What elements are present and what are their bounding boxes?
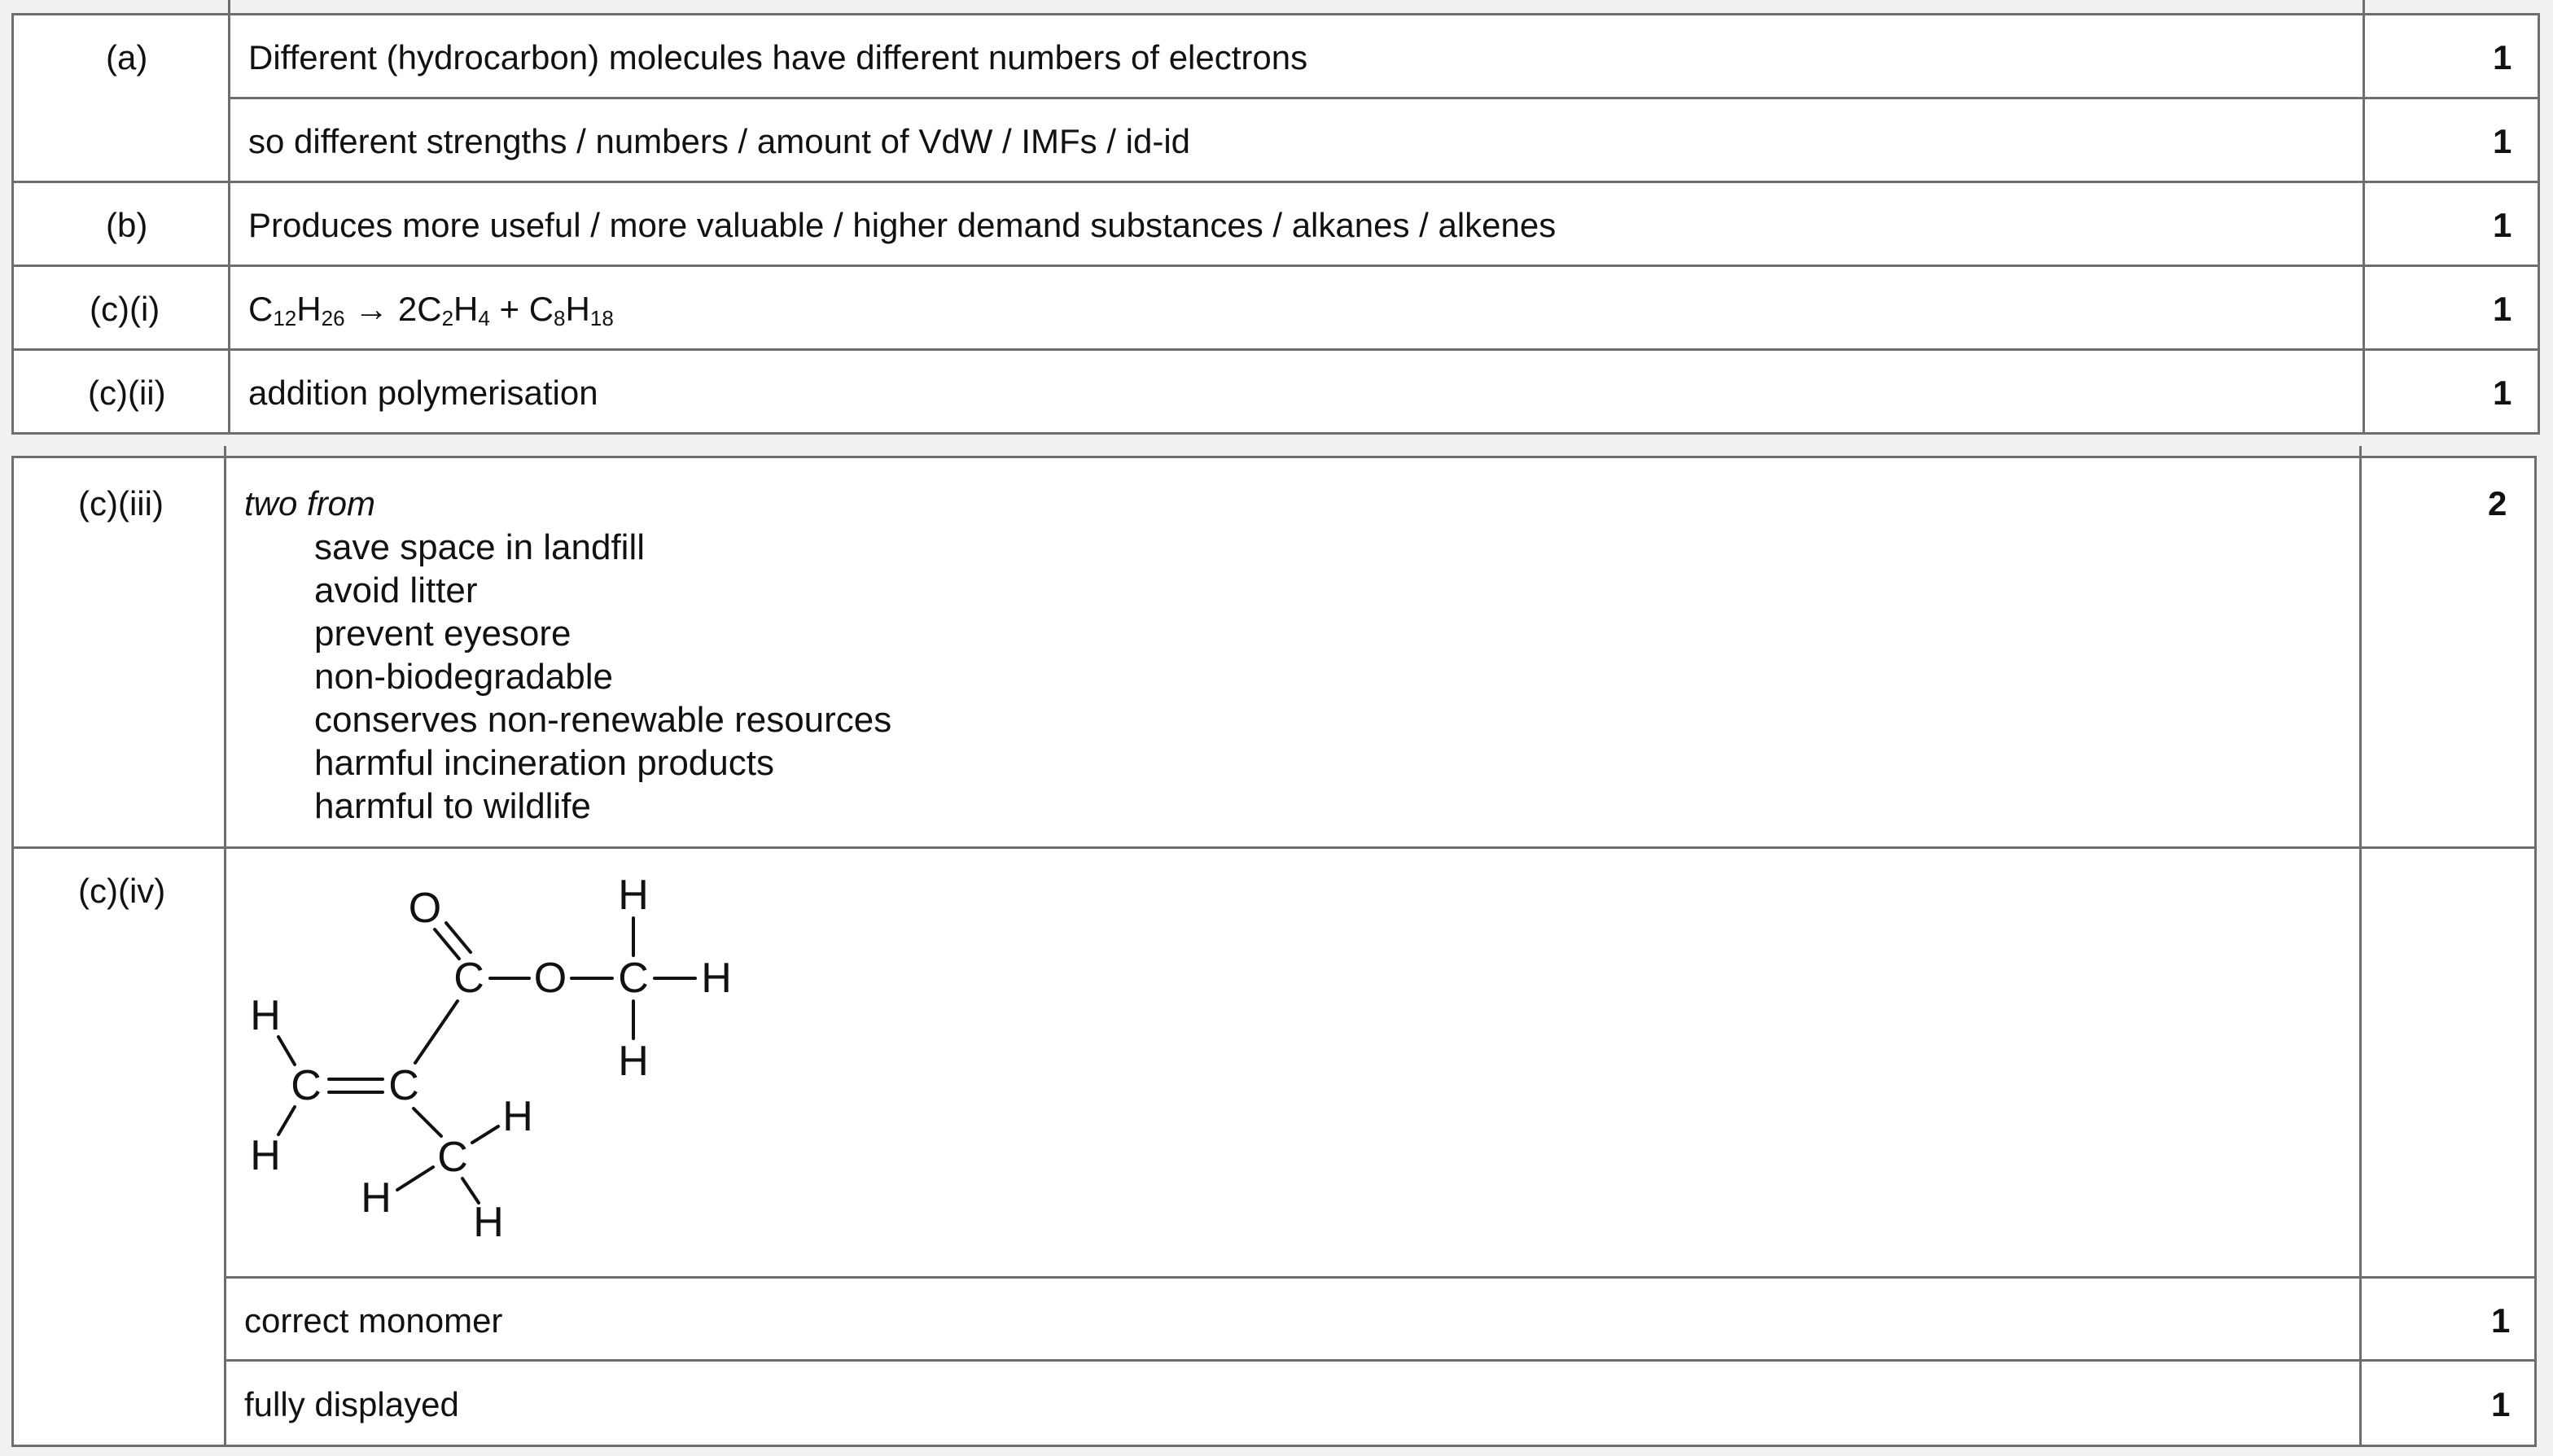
question-label-b: (b)	[106, 206, 148, 244]
answer-option: non-biodegradable	[314, 657, 613, 697]
bond-ch2-h-top	[278, 1037, 295, 1065]
table1-row-divider-ci	[11, 265, 2538, 267]
table1-row-divider-b	[11, 181, 2538, 183]
atom-c-methyl-ester: C	[618, 955, 649, 1002]
bond-ch3-h-lower	[462, 1178, 479, 1203]
atom-o-ester: O	[533, 955, 567, 1002]
bond-c-c-backbone	[415, 1001, 458, 1063]
table1-col-divider-2	[2363, 0, 2365, 432]
atom-h-methyl-top: H	[618, 872, 649, 919]
atom-h-ch2-top: H	[250, 992, 281, 1039]
answer-option: avoid litter	[314, 571, 478, 610]
question-label-c-i: (c)(i)	[90, 290, 160, 328]
answer-option: conserves non-renewable resources	[314, 700, 892, 740]
atom-h-methyl-right: H	[701, 955, 732, 1002]
answer-fully-displayed: fully displayed	[244, 1385, 459, 1423]
atom-h-methyl-bottom: H	[618, 1038, 649, 1085]
answer-correct-monomer: correct monomer	[244, 1301, 503, 1340]
table2-col-divider-2	[2359, 446, 2362, 1445]
atom-h-methyl-lower: H	[473, 1199, 504, 1246]
mark-b: 1	[2493, 206, 2512, 244]
table2-row-divider-displayed	[226, 1359, 2534, 1362]
methyl-methacrylate-structure	[236, 871, 757, 1261]
atom-o-carbonyl: O	[408, 885, 442, 932]
bond-c-ch3	[414, 1108, 441, 1136]
atom-c-carbonyl: C	[453, 955, 484, 1002]
atom-c-central: C	[388, 1062, 419, 1109]
bond-ch3-h-left	[397, 1167, 433, 1190]
question-label-c-ii: (c)(ii)	[88, 374, 166, 412]
mark-a-line2: 1	[2493, 122, 2512, 160]
atom-h-methyl-upper: H	[502, 1093, 533, 1140]
answer-a-line2: so different strengths / numbers / amount of VdW / IMFs / id-id	[248, 122, 1191, 160]
answer-a-line1: Different (hydrocarbon) molecules have different numbers of electrons	[248, 38, 1308, 77]
table1-row-divider-a-inner	[230, 97, 2538, 99]
bond-ch2-h-bottom	[278, 1107, 295, 1135]
atom-h-ch2-bottom: H	[250, 1132, 281, 1179]
atom-c-ch2: C	[291, 1062, 322, 1109]
bond-ch3-h-upper	[472, 1126, 498, 1143]
cracking-equation: $C_{12}H_{26} \to 2C_2H_4 + C_8H_{18}$	[248, 290, 614, 330]
table1-row-divider-cii	[11, 348, 2538, 351]
answer-intro-two-from: two from	[244, 484, 376, 522]
mark-correct-monomer: 1	[2491, 1301, 2511, 1340]
table2-row-divider-monomer	[226, 1276, 2534, 1279]
mark-c-ii: 1	[2493, 374, 2512, 412]
table1-col-divider-1	[228, 0, 230, 432]
answer-option: prevent eyesore	[314, 614, 571, 654]
answer-option: save space in landfill	[314, 527, 646, 567]
table2-row-divider-c-iv	[11, 846, 2534, 849]
table2-col-divider-1	[224, 446, 226, 1445]
mark-c-iii: 2	[2488, 484, 2507, 522]
mark-a-line1: 1	[2493, 38, 2512, 77]
answer-option: harmful incineration products	[314, 743, 774, 783]
atom-c-methyl: C	[437, 1134, 468, 1181]
answer-option: harmful to wildlife	[314, 786, 591, 826]
mark-fully-displayed: 1	[2491, 1385, 2511, 1423]
answer-b: Produces more useful / more valuable / higher demand substances / alkanes / alkenes	[248, 206, 1557, 244]
question-label-c-iv: (c)(iv)	[78, 872, 166, 910]
answer-c-ii: addition polymerisation	[248, 374, 598, 412]
atom-h-methyl-left: H	[361, 1174, 392, 1222]
question-label-c-iii: (c)(iii)	[78, 484, 164, 522]
mark-c-i: 1	[2493, 290, 2512, 328]
question-label-a: (a)	[106, 38, 148, 77]
